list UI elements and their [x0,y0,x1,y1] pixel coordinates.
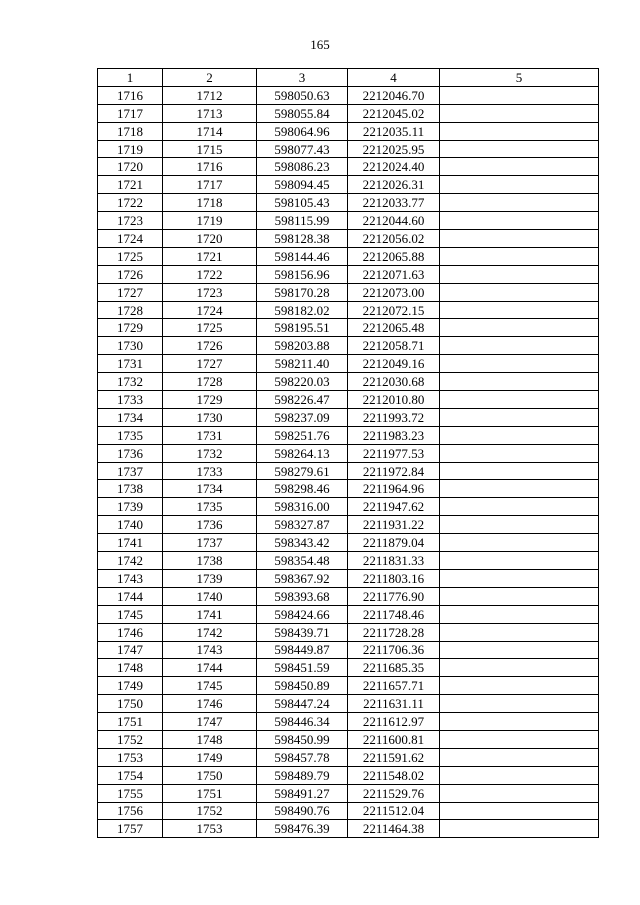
table-row [98,337,599,355]
table-cell-col-5 [440,444,599,462]
table-cell-col-3: 598450.89 [257,677,348,695]
table-cell-col-5 [440,319,599,337]
table-cell-col-5 [440,552,599,570]
table-cell-col-3: 598105.43 [257,194,348,212]
table-row [98,534,599,552]
table-cell-col-4: 2211977.53 [348,444,440,462]
table-cell-col-4: 2212025.95 [348,140,440,158]
table-cell-col-4: 2212035.11 [348,122,440,140]
table-cell-col-1: 1748 [98,659,163,677]
table-cell-col-1: 1717 [98,104,163,122]
table-cell-col-5 [440,587,599,605]
table-cell-col-5 [440,695,599,713]
table-cell-col-4: 2211728.28 [348,623,440,641]
table-cell-col-2: 1721 [163,247,257,265]
table-cell-col-3: 598316.00 [257,498,348,516]
table-cell-col-1: 1734 [98,408,163,426]
table-cell-col-1: 1745 [98,605,163,623]
table-cell-col-2: 1735 [163,498,257,516]
table-cell-col-3: 598094.45 [257,176,348,194]
table-cell-col-2: 1715 [163,140,257,158]
table-cell-col-4: 2212024.40 [348,158,440,176]
table-cell-col-3: 598064.96 [257,122,348,140]
table-row [98,86,599,104]
table-cell-col-1: 1744 [98,587,163,605]
table-cell-col-2: 1714 [163,122,257,140]
table-cell-col-5 [440,158,599,176]
table-cell-col-5 [440,623,599,641]
table-cell-col-2: 1719 [163,212,257,230]
table-cell-col-1: 1737 [98,462,163,480]
table-cell-col-2: 1725 [163,319,257,337]
table-cell-col-2: 1732 [163,444,257,462]
table-cell-col-2: 1739 [163,569,257,587]
table-row [98,104,599,122]
table-cell-col-4: 2212072.15 [348,301,440,319]
table-cell-col-3: 598055.84 [257,104,348,122]
table-cell-col-3: 598144.46 [257,247,348,265]
table-cell-col-4: 2212046.70 [348,86,440,104]
table-cell-col-4: 2212073.00 [348,283,440,301]
table-cell-col-5 [440,391,599,409]
table-cell-col-3: 598451.59 [257,659,348,677]
table-row [98,265,599,283]
table-cell-col-2: 1748 [163,730,257,748]
table-cell-col-2: 1723 [163,283,257,301]
table-row [98,283,599,301]
table-cell-col-2: 1729 [163,391,257,409]
table-cell-col-4: 2211600.81 [348,730,440,748]
table-cell-col-1: 1716 [98,86,163,104]
table-cell-col-1: 1720 [98,158,163,176]
table-cell-col-3: 598226.47 [257,391,348,409]
table-cell-col-1: 1724 [98,230,163,248]
table-cell-col-1: 1730 [98,337,163,355]
table-row [98,498,599,516]
table-cell-col-4: 2212065.88 [348,247,440,265]
table-row [98,802,599,820]
table-cell-col-5 [440,498,599,516]
table-cell-col-5 [440,194,599,212]
table-cell-col-4: 2211947.62 [348,498,440,516]
header-row [98,69,599,87]
table-cell-col-4: 2212044.60 [348,212,440,230]
table-cell-col-5 [440,766,599,784]
table-body [98,86,599,837]
table-row [98,480,599,498]
column-header-3: 3 [257,69,348,87]
table-cell-col-3: 598354.48 [257,552,348,570]
table-cell-col-2: 1741 [163,605,257,623]
table-cell-col-3: 598264.13 [257,444,348,462]
table-cell-col-2: 1716 [163,158,257,176]
table-cell-col-1: 1757 [98,820,163,838]
table-cell-col-4: 2212030.68 [348,373,440,391]
table-cell-col-2: 1740 [163,587,257,605]
table-cell-col-5 [440,748,599,766]
table-row [98,158,599,176]
table-row [98,713,599,731]
table-cell-col-5 [440,212,599,230]
table-row [98,516,599,534]
table-cell-col-5 [440,355,599,373]
table-cell-col-3: 598476.39 [257,820,348,838]
table-cell-col-5 [440,337,599,355]
table-cell-col-2: 1726 [163,337,257,355]
table-row [98,730,599,748]
table-cell-col-4: 2211972.84 [348,462,440,480]
table-cell-col-3: 598251.76 [257,426,348,444]
table-cell-col-1: 1722 [98,194,163,212]
table-cell-col-1: 1739 [98,498,163,516]
table-cell-col-3: 598490.76 [257,802,348,820]
table-cell-col-1: 1727 [98,283,163,301]
table-cell-col-4: 2211548.02 [348,766,440,784]
table-cell-col-3: 598449.87 [257,641,348,659]
table-cell-col-2: 1750 [163,766,257,784]
table-cell-col-2: 1751 [163,784,257,802]
table-cell-col-5 [440,802,599,820]
table-cell-col-2: 1742 [163,623,257,641]
table-cell-col-2: 1712 [163,86,257,104]
table-cell-col-3: 598279.61 [257,462,348,480]
table-cell-col-1: 1749 [98,677,163,695]
table-cell-col-1: 1736 [98,444,163,462]
table-cell-col-2: 1724 [163,301,257,319]
table-cell-col-4: 2211685.35 [348,659,440,677]
table-cell-col-4: 2212045.02 [348,104,440,122]
table-cell-col-3: 598457.78 [257,748,348,766]
table-cell-col-4: 2211803.16 [348,569,440,587]
table-row [98,373,599,391]
table-cell-col-1: 1755 [98,784,163,802]
table-cell-col-1: 1721 [98,176,163,194]
table-cell-col-1: 1740 [98,516,163,534]
table-row [98,462,599,480]
table-cell-col-2: 1744 [163,659,257,677]
table-cell-col-1: 1751 [98,713,163,731]
table-row [98,212,599,230]
table-row [98,569,599,587]
table-cell-col-2: 1717 [163,176,257,194]
table-cell-col-1: 1743 [98,569,163,587]
table-cell-col-4: 2212010.80 [348,391,440,409]
table-row [98,391,599,409]
table-cell-col-3: 598211.40 [257,355,348,373]
table-cell-col-4: 2211776.90 [348,587,440,605]
table-cell-col-1: 1750 [98,695,163,713]
table-cell-col-2: 1737 [163,534,257,552]
table-cell-col-4: 2212049.16 [348,355,440,373]
table-row [98,122,599,140]
table-cell-col-1: 1752 [98,730,163,748]
table-cell-col-1: 1747 [98,641,163,659]
table-row [98,695,599,713]
table-cell-col-5 [440,659,599,677]
table-row [98,587,599,605]
table-cell-col-4: 2212026.31 [348,176,440,194]
table-cell-col-1: 1732 [98,373,163,391]
table-cell-col-2: 1713 [163,104,257,122]
table-row [98,426,599,444]
table-cell-col-2: 1747 [163,713,257,731]
table-cell-col-1: 1741 [98,534,163,552]
table-cell-col-5 [440,426,599,444]
table-row [98,355,599,373]
table-cell-col-4: 2211831.33 [348,552,440,570]
table-cell-col-2: 1746 [163,695,257,713]
table-row [98,552,599,570]
table-cell-col-1: 1723 [98,212,163,230]
table-cell-col-5 [440,480,599,498]
column-header-1: 1 [98,69,163,87]
table-row [98,230,599,248]
table-cell-col-4: 2212033.77 [348,194,440,212]
table-cell-col-5 [440,104,599,122]
column-header-5: 5 [440,69,599,87]
table-cell-col-5 [440,140,599,158]
table-row [98,766,599,784]
table-cell-col-3: 598195.51 [257,319,348,337]
table-cell-col-4: 2211464.38 [348,820,440,838]
table-cell-col-3: 598439.71 [257,623,348,641]
table-cell-col-3: 598170.28 [257,283,348,301]
table-cell-col-2: 1733 [163,462,257,480]
table-cell-col-5 [440,569,599,587]
table-cell-col-3: 598203.88 [257,337,348,355]
page-number: 165 [310,37,330,52]
table-cell-col-4: 2212056.02 [348,230,440,248]
table-cell-col-4: 2211529.76 [348,784,440,802]
table-cell-col-5 [440,176,599,194]
table-row [98,408,599,426]
table-row [98,784,599,802]
table-cell-col-1: 1735 [98,426,163,444]
table-cell-col-3: 598237.09 [257,408,348,426]
table-cell-col-5 [440,784,599,802]
table-cell-col-3: 598446.34 [257,713,348,731]
table-cell-col-5 [440,820,599,838]
table-cell-col-4: 2211993.72 [348,408,440,426]
table-cell-col-4: 2211931.22 [348,516,440,534]
table-row [98,319,599,337]
table-cell-col-3: 598343.42 [257,534,348,552]
table-cell-col-3: 598367.92 [257,569,348,587]
table-cell-col-1: 1731 [98,355,163,373]
table-cell-col-3: 598128.38 [257,230,348,248]
table-row [98,140,599,158]
table-cell-col-3: 598115.99 [257,212,348,230]
table-cell-col-2: 1720 [163,230,257,248]
table-cell-col-2: 1749 [163,748,257,766]
table-cell-col-2: 1743 [163,641,257,659]
table-cell-col-1: 1725 [98,247,163,265]
table-cell-col-4: 2212071.63 [348,265,440,283]
table-row [98,623,599,641]
table-cell-col-5 [440,230,599,248]
table-cell-col-3: 598298.46 [257,480,348,498]
table-cell-col-3: 598447.24 [257,695,348,713]
table-row [98,641,599,659]
table-cell-col-1: 1729 [98,319,163,337]
table-cell-col-1: 1738 [98,480,163,498]
table-cell-col-3: 598393.68 [257,587,348,605]
table-cell-col-5 [440,301,599,319]
table-cell-col-2: 1753 [163,820,257,838]
table-cell-col-2: 1734 [163,480,257,498]
table-row [98,820,599,838]
table-cell-col-1: 1753 [98,748,163,766]
table-cell-col-3: 598086.23 [257,158,348,176]
table-cell-col-3: 598491.27 [257,784,348,802]
table-cell-col-4: 2211591.62 [348,748,440,766]
table-cell-col-2: 1738 [163,552,257,570]
table-cell-col-3: 598156.96 [257,265,348,283]
table-cell-col-4: 2211612.97 [348,713,440,731]
table-row [98,301,599,319]
table-cell-col-3: 598077.43 [257,140,348,158]
table-cell-col-2: 1745 [163,677,257,695]
table-cell-col-2: 1727 [163,355,257,373]
table-cell-col-5 [440,265,599,283]
table-cell-col-3: 598327.87 [257,516,348,534]
table-row [98,605,599,623]
table-cell-col-4: 2211657.71 [348,677,440,695]
table-row [98,247,599,265]
table-cell-col-3: 598220.03 [257,373,348,391]
column-header-2: 2 [163,69,257,87]
table-cell-col-3: 598424.66 [257,605,348,623]
table-cell-col-4: 2212058.71 [348,337,440,355]
table-cell-col-5 [440,713,599,731]
table-cell-col-4: 2211879.04 [348,534,440,552]
table-cell-col-4: 2211983.23 [348,426,440,444]
table-cell-col-5 [440,534,599,552]
table-row [98,176,599,194]
table-cell-col-1: 1718 [98,122,163,140]
table-cell-col-2: 1736 [163,516,257,534]
table-cell-col-5 [440,122,599,140]
table-cell-col-1: 1719 [98,140,163,158]
table-row [98,659,599,677]
table-row [98,748,599,766]
table-cell-col-5 [440,641,599,659]
table-row [98,444,599,462]
table-cell-col-1: 1756 [98,802,163,820]
table-cell-col-1: 1754 [98,766,163,784]
table-cell-col-1: 1746 [98,623,163,641]
table-cell-col-5 [440,283,599,301]
table-cell-col-2: 1752 [163,802,257,820]
table-cell-col-3: 598489.79 [257,766,348,784]
table-cell-col-4: 2211748.46 [348,605,440,623]
table-cell-col-4: 2211512.04 [348,802,440,820]
table-cell-col-4: 2211706.36 [348,641,440,659]
table-cell-col-1: 1728 [98,301,163,319]
table-cell-col-4: 2212065.48 [348,319,440,337]
table-cell-col-5 [440,730,599,748]
table-row [98,677,599,695]
coordinates-table [97,68,599,838]
table-cell-col-5 [440,373,599,391]
table-cell-col-2: 1730 [163,408,257,426]
table-cell-col-2: 1731 [163,426,257,444]
table-cell-col-1: 1733 [98,391,163,409]
table-cell-col-3: 598182.02 [257,301,348,319]
table-cell-col-3: 598450.99 [257,730,348,748]
table-cell-col-5 [440,86,599,104]
table-cell-col-2: 1728 [163,373,257,391]
table-cell-col-2: 1718 [163,194,257,212]
table-cell-col-4: 2211631.11 [348,695,440,713]
table-cell-col-3: 598050.63 [257,86,348,104]
table-cell-col-5 [440,516,599,534]
table-cell-col-5 [440,408,599,426]
table-header [98,69,599,87]
column-header-4: 4 [348,69,440,87]
table-cell-col-5 [440,462,599,480]
table-cell-col-1: 1742 [98,552,163,570]
table-row [98,194,599,212]
table-cell-col-4: 2211964.96 [348,480,440,498]
table-cell-col-5 [440,605,599,623]
table-cell-col-1: 1726 [98,265,163,283]
table-cell-col-2: 1722 [163,265,257,283]
table-cell-col-5 [440,677,599,695]
table-cell-col-5 [440,247,599,265]
